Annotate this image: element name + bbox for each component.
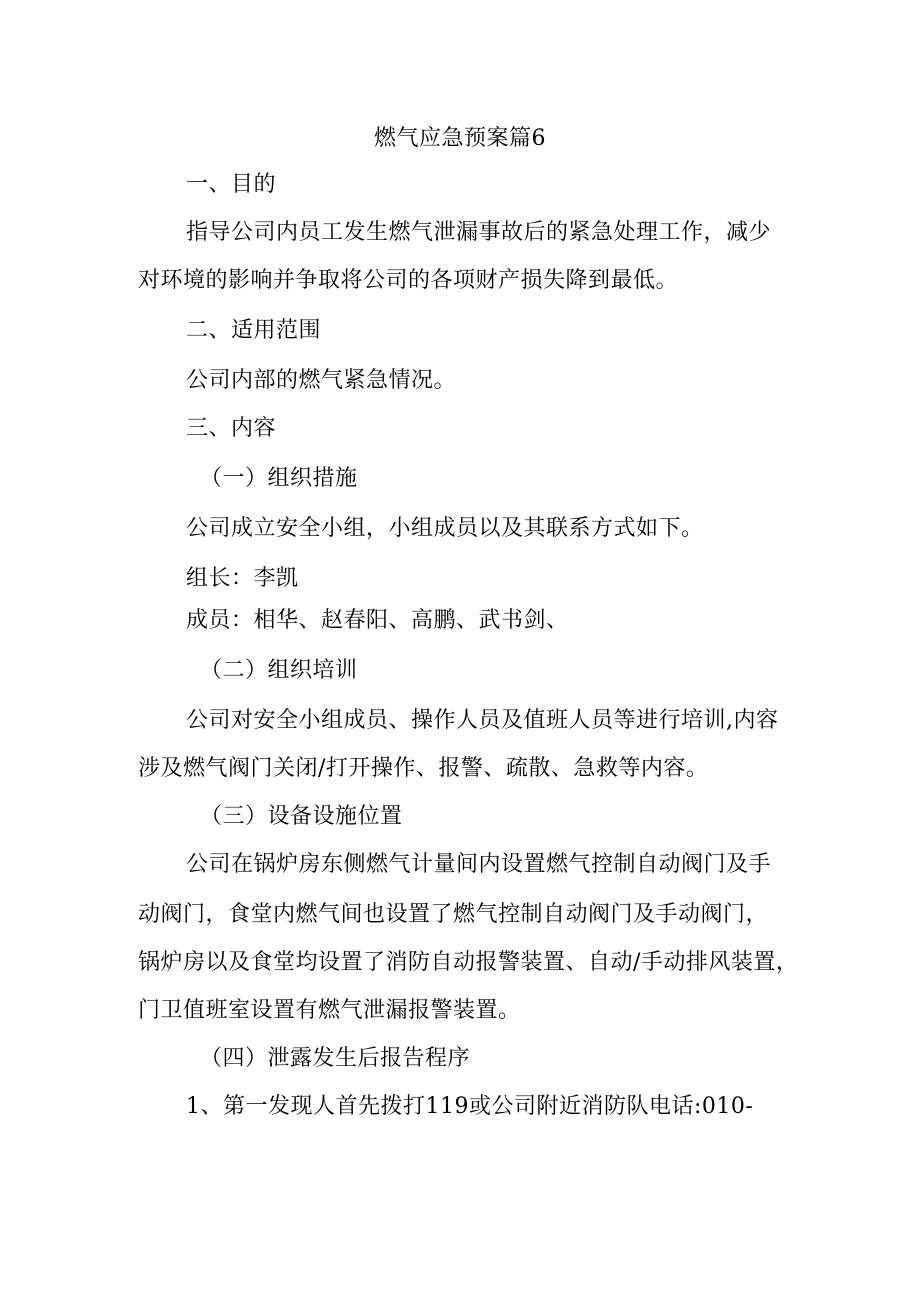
team-members-line: 成员：相华、赵春阳、高鹏、武书剑、 — [186, 608, 569, 633]
paragraph-line: 公司内部的燃气紧急情况。 — [186, 368, 457, 393]
paragraph-line: 对环境的影响并争取将公司的各项财产损失降到最低。 — [138, 268, 679, 293]
paragraph-line: 门卫值班室设置有燃气泄漏报警装置。 — [138, 998, 521, 1023]
subsection-heading-training: （二）组织培训 — [200, 658, 358, 683]
paragraph-line: 公司对安全小组成员、操作人员及值班人员等进行培训,内容 — [186, 708, 779, 733]
document-title: 燃气应急预案篇6 — [374, 126, 546, 151]
paragraph-line: 1、第一发现人首先拨打119或公司附近消防队电话:010- — [186, 1094, 754, 1119]
section-heading-purpose: 一、目的 — [186, 172, 277, 197]
subsection-heading-equipment: （三）设备设施位置 — [200, 804, 403, 829]
paragraph-line: 指导公司内员工发生燃气泄漏事故后的紧急处理工作，减少 — [186, 220, 772, 245]
paragraph-line: 公司成立安全小组，小组成员以及其联系方式如下。 — [186, 516, 704, 541]
paragraph-line: 涉及燃气阀门关闭/打开操作、报警、疏散、急救等内容。 — [138, 756, 709, 781]
section-heading-scope: 二、适用范围 — [186, 318, 322, 343]
team-leader-line: 组长：李凯 — [186, 566, 299, 591]
paragraph-line: 动阀门，食堂内燃气间也设置了燃气控制自动阀门及手动阀门， — [138, 902, 769, 927]
paragraph-line: 锅炉房以及食堂均设置了消防自动报警装置、自动/手动排风装置， — [138, 950, 799, 975]
section-heading-content: 三、内容 — [186, 416, 277, 441]
subsection-heading-organization: （一）组织措施 — [200, 466, 358, 491]
subsection-heading-reporting: （四）泄露发生后报告程序 — [200, 1046, 471, 1071]
paragraph-line: 公司在锅炉房东侧燃气计量间内设置燃气控制自动阀门及手 — [186, 852, 772, 877]
